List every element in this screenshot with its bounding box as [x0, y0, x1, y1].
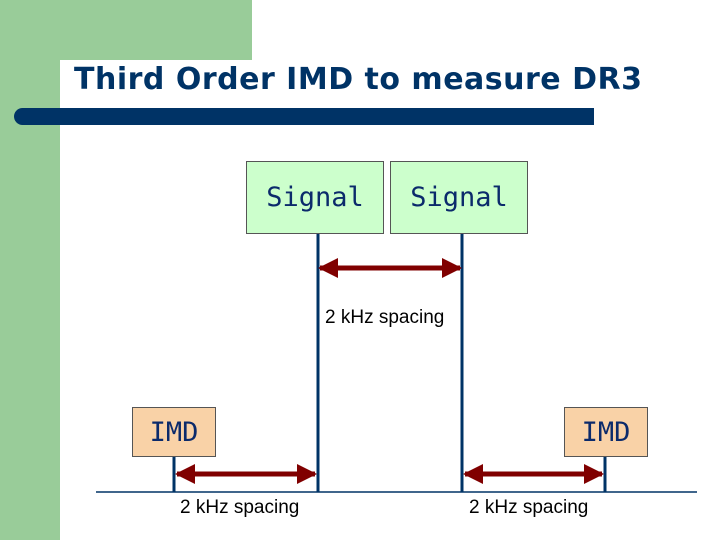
slide-title: Third Order IMD to measure DR3 — [74, 62, 643, 97]
center-spacing-label: 2 kHz spacing — [325, 307, 445, 328]
imd-box-left: IMD — [132, 407, 216, 457]
left-spacing-label: 2 kHz spacing — [180, 497, 300, 518]
imd-box-right: IMD — [564, 407, 648, 457]
signal-box-left: Signal — [246, 161, 384, 234]
right-spacing-label: 2 kHz spacing — [469, 497, 589, 518]
signal-box-right: Signal — [390, 161, 528, 234]
